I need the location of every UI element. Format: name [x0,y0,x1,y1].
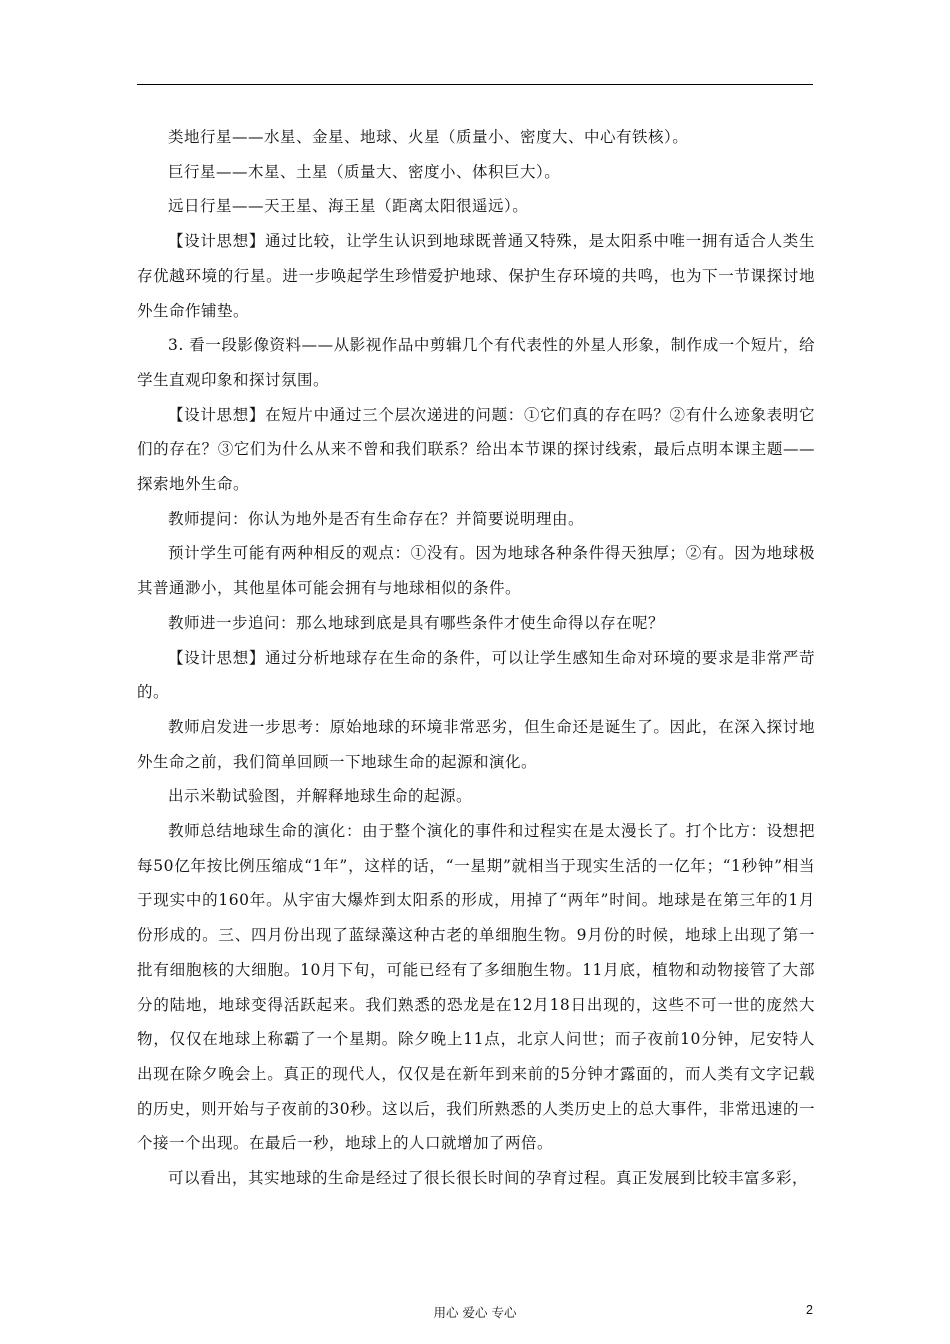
paragraph: 可以看出，其实地球的生命是经过了很长很长时间的孕育过程。真正发展到比较丰富多彩， [168,1169,809,1188]
header-rule [137,84,813,85]
paragraph: 预计学生可能有两种相反的观点：①没有。因为地球各种条件得天独厚；②有。因为地球极其普通渺小，其他星体可能会拥有与地球相似的条件。 [137,544,815,598]
paragraph: 巨行星——木星、土星（质量大、密度小、体积巨大）。 [168,162,561,181]
paragraph: 3. 看一段影像资料——从影视作品中剪辑几个有代表性的外星人形象，制作成一个短片，给学生直观印象和探讨氛围。 [137,336,815,389]
page-number: 2 [806,1303,813,1317]
paragraph: 出示米勒试验图，并解释地球生命的起源。 [168,787,473,806]
paragraph: 教师总结地球生命的演化：由于整个演化的事件和过程实在是太漫长了。打个比方：设想把每50亿年按比例压缩成“1年”，这样的话，“一星期”就相当于现实生活的一亿年；“1秒钟”相当于现实中的160年。从宇宙大爆炸到太阳系的形成，用掉了“两年”时间。地球是在第三年的1月份形成的。三、四月份出现了蓝绿藻这种古老的单细胞生物。9月份的时候，地球上出现了第一批有细胞核的大细胞。10月下旬，可能已经有了多细胞生物。11月底，植物和动物接管了大部分的陆地，地球变得活跃起来。我们熟悉的恐龙是在12月18日出现的，这些不可一世的庞然大物，仅仅在地球上称霸了一个星期。除夕晚上11点，北京人问世；而子夜前10分钟，尼安特人出现在除夕晚会上。真正的现代人，仅仅是在新年到来前的5分钟才露面的，而人类有文字记载的历史，则开始与子夜前的30秒。这以后，我们所熟悉的人类历史上的总大事件，非常迅速的一个接一个出现。在最后一秒，地球上的人口就增加了两倍。 [137,822,815,1153]
footer-motto: 用心 爱心 专心 [433,1305,517,1320]
paragraph: 【设计思想】通过比较，让学生认识到地球既普通又特殊，是太阳系中唯一拥有适合人类生存优越环境的行星。进一步唤起学生珍惜爱护地球、保护生存环境的共鸣，也为下一节课探讨地外生命作铺垫。 [137,232,815,320]
paragraph: 教师提问：你认为地外是否有生命存在？并简要说明理由。 [168,509,585,528]
paragraph: 远日行星——天王星、海王星（距离太阳很遥远）。 [168,197,529,216]
paragraph: 教师启发进一步思考：原始地球的环境非常恶劣，但生命还是诞生了。因此，在深入探讨地外生命之前，我们简单回顾一下地球生命的起源和演化。 [137,717,815,771]
paragraph: 类地行星——水星、金星、地球、火星（质量小、密度大、中心有铁核）。 [168,128,689,146]
paragraph: 【设计思想】在短片中通过三个层次递进的问题：①它们真的存在吗？②有什么迹象表明它们的存在？③它们为什么从来不曾和我们联系？给出本节课的探讨线索，最后点明本课主题——探索地外生命。 [137,405,815,494]
paragraph: 【设计思想】通过分析地球存在生命的条件，可以让学生感知生命对环境的要求是非常严苛的。 [137,648,815,702]
document-body [137,120,815,1196]
paragraph: 教师进一步追问：那么地球到底是具有哪些条件才使生命得以存在呢？ [168,613,665,632]
